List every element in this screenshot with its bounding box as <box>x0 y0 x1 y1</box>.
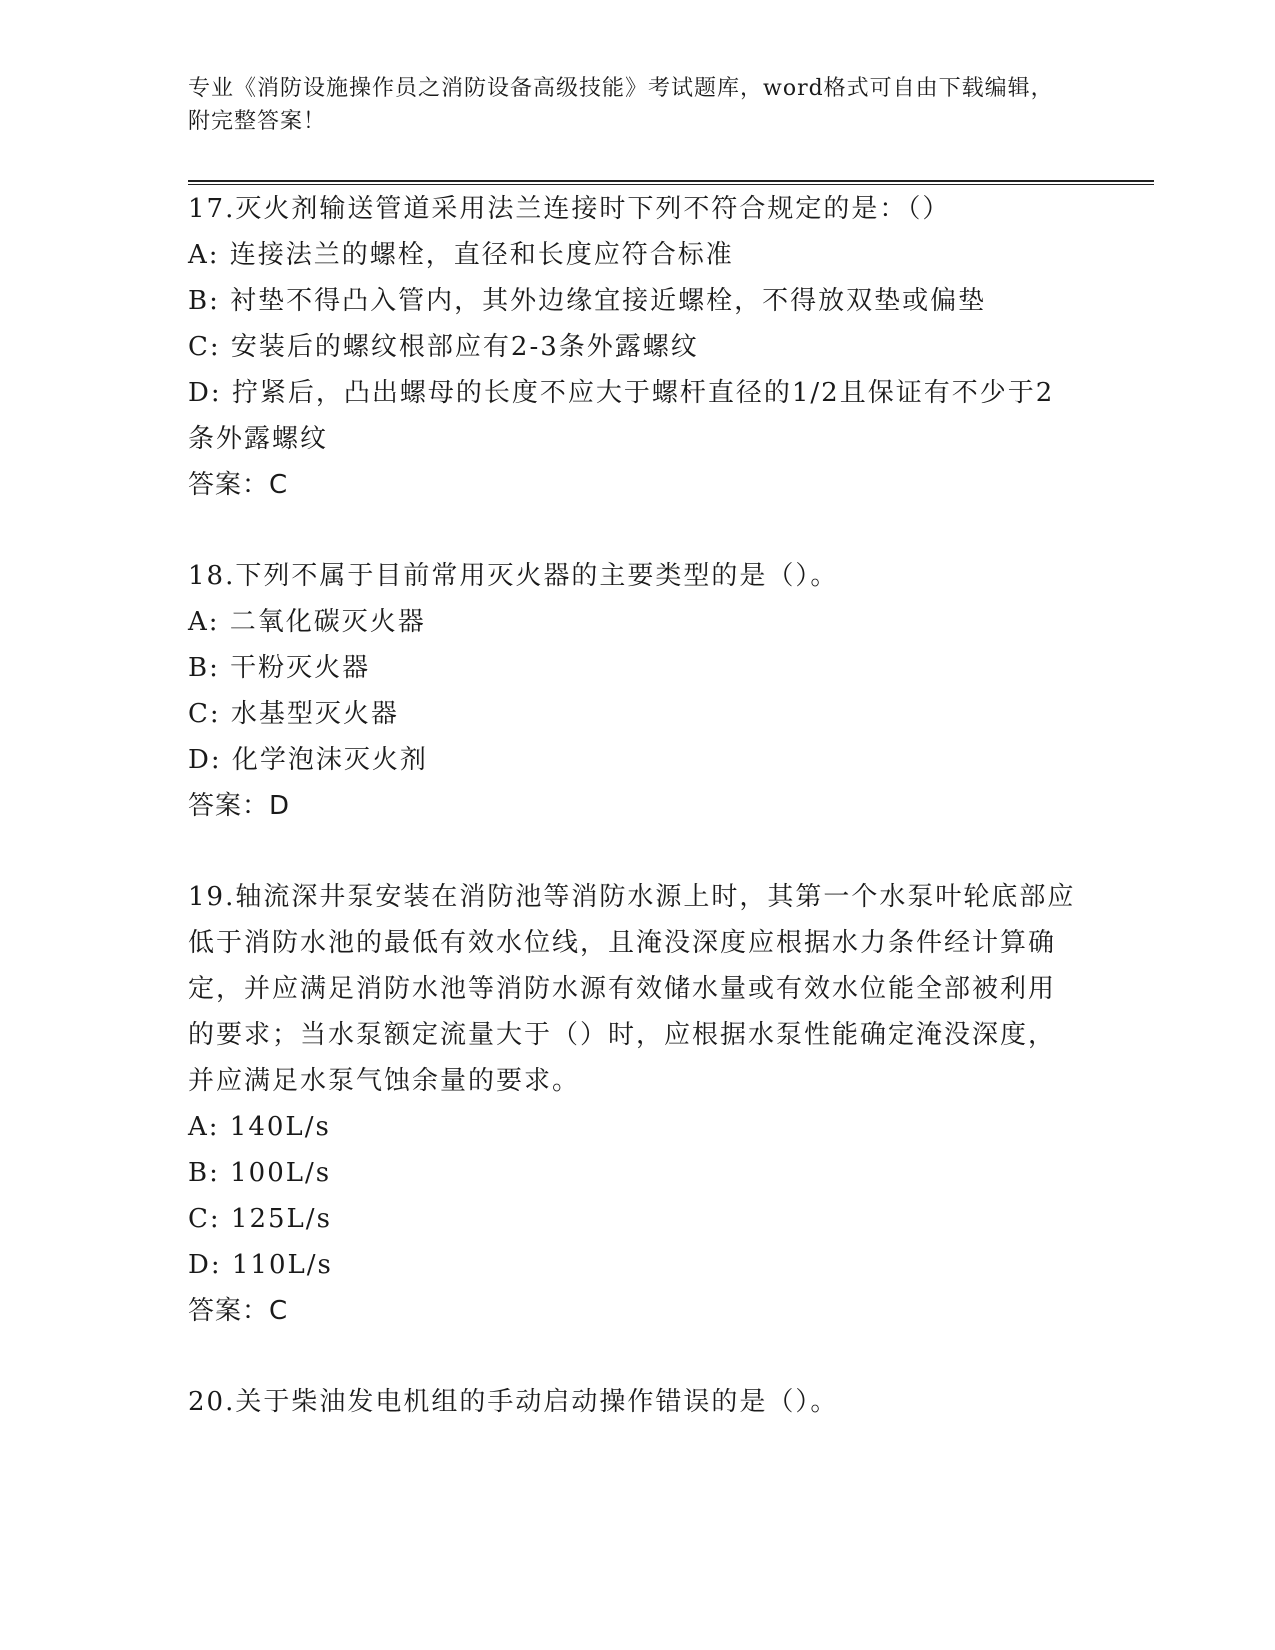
question-list <box>188 186 1078 1425</box>
question-18 <box>188 553 1078 829</box>
option-d: D: 110L/s <box>188 1250 333 1280</box>
option-c: C: 125L/s <box>188 1204 332 1234</box>
question-stem: 18.下列不属于目前常用灭火器的主要类型的是（）。 <box>188 561 839 591</box>
answer: 答案：C <box>188 1296 289 1326</box>
question-stem: 20.关于柴油发电机组的手动启动操作错误的是（）。 <box>188 1387 839 1417</box>
answer: 答案：C <box>188 470 289 500</box>
question-19 <box>188 874 1078 1334</box>
option-b: B: 衬垫不得凸入管内，其外边缘宜接近螺栓，不得放双垫或偏垫 <box>188 286 987 316</box>
option-d: D: 拧紧后，凸出螺母的长度不应大于螺杆直径的1/2且保证有不少于2条外露螺纹 <box>188 378 1055 454</box>
option-b: B: 干粉灭火器 <box>188 653 371 683</box>
header-rule-thin <box>188 184 1154 185</box>
answer: 答案：D <box>188 791 291 821</box>
option-c: C: 安装后的螺纹根部应有2-3条外露螺纹 <box>188 332 699 362</box>
option-c: C: 水基型灭火器 <box>188 699 399 729</box>
question-stem: 17.灭火剂输送管道采用法兰连接时下列不符合规定的是：（） <box>188 194 951 224</box>
option-a: A: 连接法兰的螺栓，直径和长度应符合标准 <box>188 240 734 270</box>
option-b: B: 100L/s <box>188 1158 332 1188</box>
question-17 <box>188 186 1078 508</box>
option-d: D: 化学泡沫灭火剂 <box>188 745 428 775</box>
option-a: A: 二氧化碳灭火器 <box>188 607 426 637</box>
question-20 <box>188 1379 1078 1425</box>
question-stem: 19.轴流深井泵安装在消防池等消防水源上时，其第一个水泵叶轮底部应低于消防水池的最低有效水位线，且淹没深度应根据水力条件经计算确定，并应满足消防水池等消防水源有效储水量或有效水位能全部被利用的要求；当水泵额定流量大于（）时，应根据水泵性能确定淹没深度，并应满足水泵气蚀余量的要求。 <box>188 882 1076 1096</box>
document-header: 专业《消防设施操作员之消防设备高级技能》考试题库，word格式可自由下载编辑，附完整答案！ <box>188 76 1054 134</box>
option-a: A: 140L/s <box>188 1112 331 1142</box>
header-rule-thick <box>188 180 1154 182</box>
